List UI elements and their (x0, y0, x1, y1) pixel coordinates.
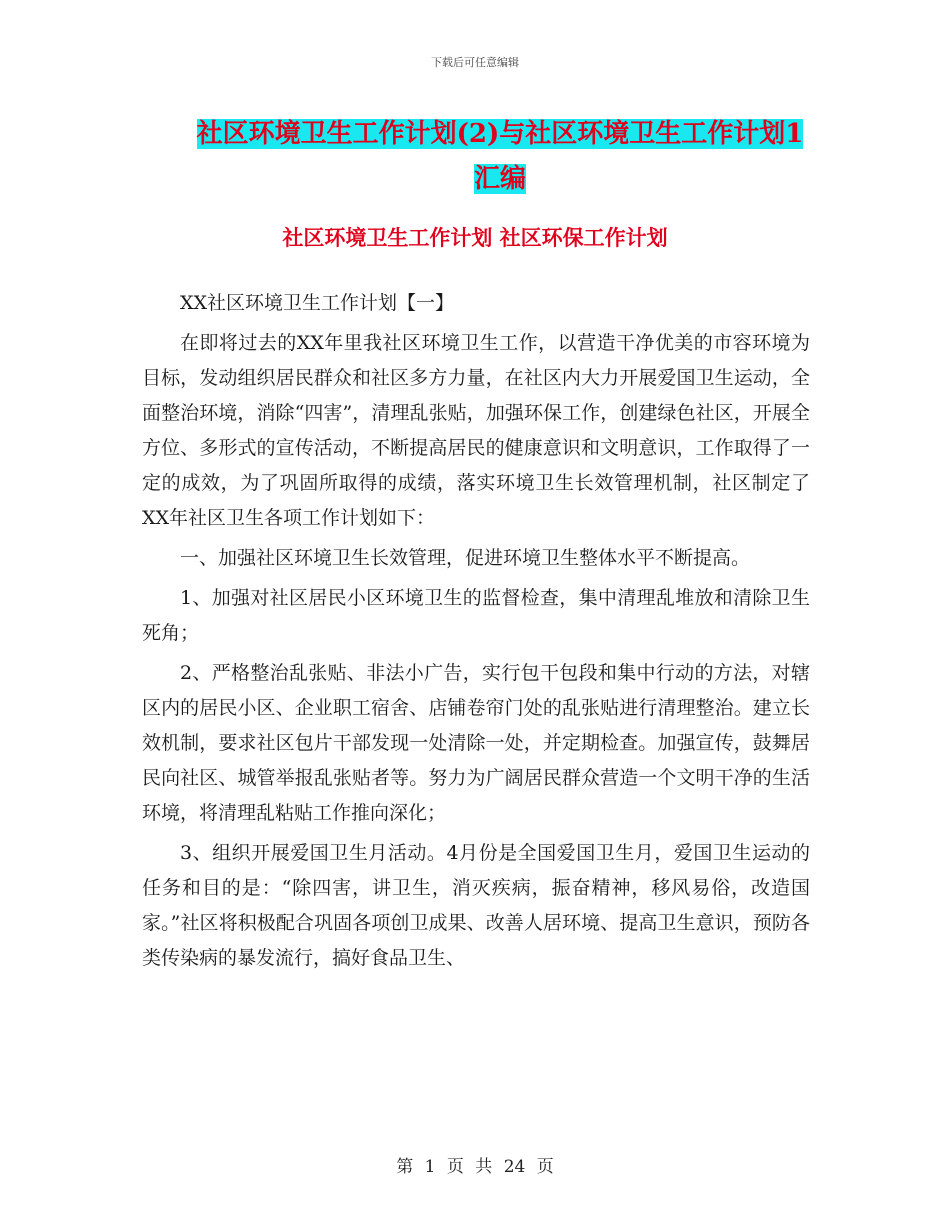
document-body (142, 286, 810, 981)
document-subtitle: 社区环境卫生工作计划 社区环保工作计划 (282, 225, 668, 250)
paragraph: 1、加强对社区居民小区环境卫生的监督检查，集中清理乱堆放和清除卫生死角； (142, 587, 810, 644)
title-highlight: 社区环境卫生工作计划(2)与社区环境卫生工作计划1汇编 (196, 119, 804, 194)
page-number: 第 1 页 共 24 页 (396, 1157, 554, 1177)
document-title (190, 112, 810, 202)
paragraph: 2、严格整治乱张贴、非法小广告，实行包干包段和集中行动的方法，对辖区内的居民小区、企业职工宿舍、店铺卷帘门处的乱张贴进行清理整治。建立长效机制，要求社区包片干部发现一处清除一处，并定期检查。加强宣传，鼓舞居民向社区、城管举报乱张贴者等。努力为广阔居民群众营造一个文明干净的生活环境，将清理乱粘贴工作推向深化； (142, 662, 810, 824)
paragraph-heading: XX社区环境卫生工作计划【一】 (180, 292, 455, 314)
paragraph: 一、加强社区环境卫生长效管理，促进环境卫生整体水平不断提高。 (180, 547, 751, 569)
paragraph: 在即将过去的XX年里我社区环境卫生工作，以营造干净优美的市容环境为目标，发动组织居民群众和社区多方力量，在社区内大力开展爱国卫生运动，全面整治环境，消除“四害”，清理乱张贴，加强环保工作，创建绿色社区，开展全方位、多形式的宣传活动，不断提高居民的健康意识和文明意识，工作取得了一定的成效，为了巩固所取得的成绩，落实环境卫生长效管理机制，社区制定了XX年社区卫生各项工作计划如下： (142, 332, 810, 529)
page-header-note: 下载后可任意编辑 (431, 56, 519, 69)
paragraph: 3、组织开展爱国卫生月活动。4月份是全国爱国卫生月，爱国卫生运动的任务和目的是：“除四害，讲卫生，消灭疾病，振奋精神，移风易俗，改造国家。”社区将积极配合巩固各项创卫成果、改善人居环境、提高卫生意识，预防各类传染病的暴发流行，搞好食品卫生、 (142, 842, 810, 969)
